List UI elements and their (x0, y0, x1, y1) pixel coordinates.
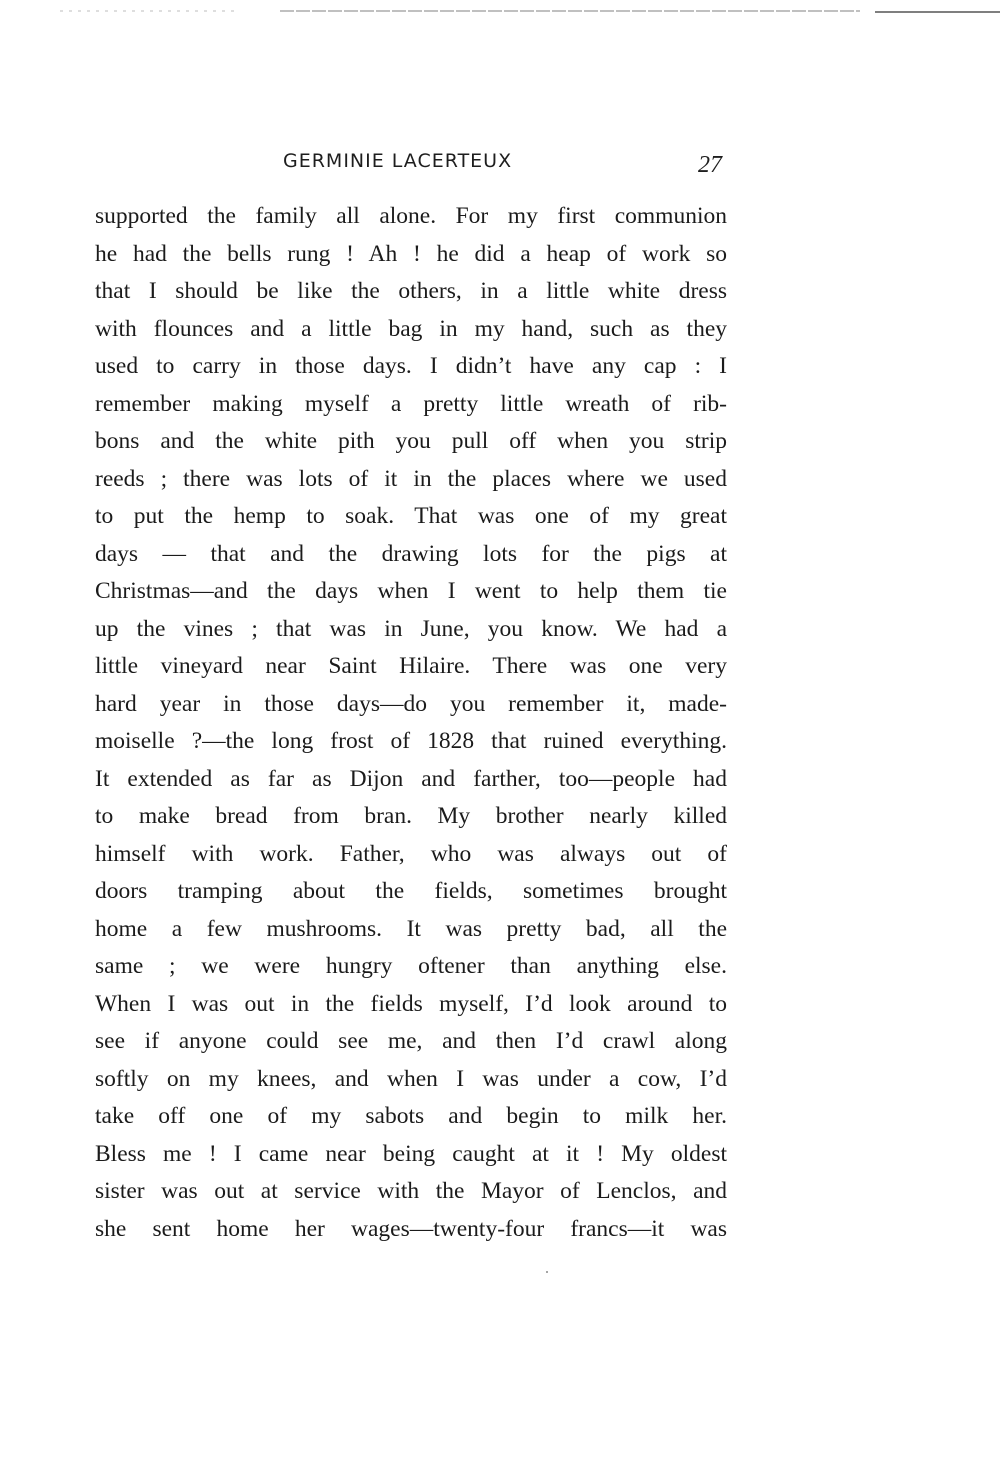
text-line: It extended as far as Dijon and farther, too—people had (95, 765, 727, 792)
text-line: she sent home her wages—twenty-four francs—it was (95, 1215, 727, 1242)
text-line: to put the hemp to soak. That was one of my great (95, 503, 727, 529)
text-line: When I was out in the fields myself, I’d look around to (95, 990, 727, 1017)
text-line: doors tramping about the fields, sometimes brought (95, 878, 727, 904)
text-line: little vineyard near Saint Hilaire. There was one very (95, 653, 727, 679)
text-line: sister was out at service with the Mayor of Lenclos, and (95, 1178, 727, 1204)
text-line: bons and the white pith you pull off when you strip (95, 428, 727, 454)
text-line: hard year in those days—do you remember it, made- (95, 690, 727, 717)
scan-speck (546, 1271, 548, 1273)
text-line: take off one of my sabots and begin to milk her. (95, 1103, 727, 1129)
text-line: Christmas—and the days when I went to help them tie (95, 578, 727, 604)
text-line: that I should be like the others, in a little white dress (95, 278, 727, 304)
text-line: to make bread from bran. My brother nearly killed (95, 803, 727, 829)
page-number: 27 (698, 152, 722, 178)
text-line: supported the family all alone. For my first communion (95, 203, 727, 229)
text-line: softly on my knees, and when I was under a cow, I’d (95, 1065, 727, 1092)
text-line: home a few mushrooms. It was pretty bad, all the (95, 915, 727, 942)
top-scan-rule (0, 6, 1000, 18)
text-line: see if anyone could see me, and then I’d crawl along (95, 1028, 727, 1054)
text-line: reeds ; there was lots of it in the places where we used (95, 465, 727, 492)
text-line: moiselle ?—the long frost of 1828 that ruined everything. (95, 728, 727, 754)
text-line: up the vines ; that was in June, you know. We had a (95, 615, 727, 642)
text-line: Bless me ! I came near being caught at it ! My oldest (95, 1140, 727, 1167)
running-title: GERMINIE LACERTEUX (283, 150, 513, 172)
body-text (95, 198, 727, 1248)
text-line: used to carry in those days. I didn’t have any cap : I (95, 353, 727, 379)
text-line: he had the bells rung ! Ah ! he did a heap of work so (95, 240, 727, 267)
text-line: days — that and the drawing lots for the pigs at (95, 540, 727, 567)
text-line: remember making myself a pretty little wreath of rib- (95, 390, 727, 417)
text-line: with flounces and a little bag in my hand, such as they (95, 315, 727, 342)
text-line: himself with work. Father, who was always out of (95, 840, 727, 867)
text-line: same ; we were hungry oftener than anything else. (95, 953, 727, 979)
